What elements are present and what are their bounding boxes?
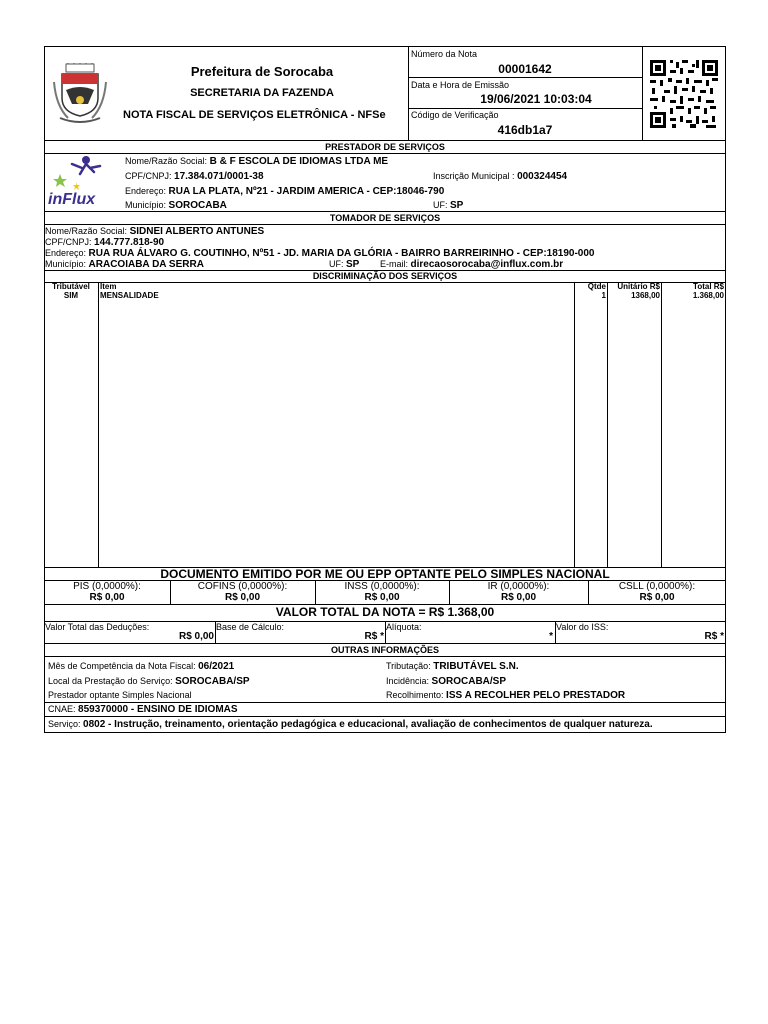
tomador-municipio-row [45, 259, 204, 270]
tomador-endereco-row [45, 248, 594, 259]
divider [44, 656, 726, 657]
divider [408, 77, 642, 78]
col-total: Total R$ [693, 282, 724, 291]
simples-nacional-notice: DOCUMENTO EMITIDO POR ME OU EPP OPTANTE PELO SIMPLES NACIONAL [160, 567, 610, 581]
secretaria-title: SECRETARIA DA FAZENDA [190, 87, 334, 99]
recolhimento: ISS A RECOLHER PELO PRESTADOR [446, 690, 626, 701]
divider [44, 140, 726, 141]
coat-of-arms [52, 62, 108, 128]
qr-code [648, 58, 720, 130]
servico-label: Serviço: [48, 719, 81, 729]
codigo-verificacao: 416db1a7 [497, 123, 553, 137]
divider [44, 211, 726, 212]
tomador-uf: SP [346, 259, 360, 270]
prestador-nome-row [125, 156, 388, 167]
incidencia-label: Incidência: [386, 676, 430, 686]
servicos-section-title: DISCRIMINAÇÃO DOS SERVIÇOS [312, 271, 458, 281]
divider [408, 108, 642, 109]
cofins-label: COFINS (0,0000%): [197, 581, 288, 592]
deducoes-value: R$ 0,00 [178, 631, 214, 642]
tomador-cpf-row [45, 237, 164, 248]
tomador-cpf: 144.777.818-90 [94, 237, 165, 248]
tomador-uf-label: UF: [329, 259, 344, 269]
aliquota-label: Alíquota: [386, 622, 422, 632]
outras-section-title: OUTRAS INFORMAÇÕES [331, 645, 439, 655]
numero-label: Número da Nota [411, 49, 478, 59]
tomador-endereco: RUA RUA ÁLVARO G. COUTINHO, Nº51 - JD. MARIA DA GLÓRIA - BAIRRO BARREIRINHO - CEP:18190-000 [88, 248, 595, 259]
tomador-section-title: TOMADOR DE SERVIÇOS [329, 213, 441, 223]
tributacao: TRIBUTÁVEL S.N. [433, 661, 519, 672]
prefeitura-title: Prefeitura de Sorocaba [190, 64, 334, 79]
cofins-value: R$ 0,00 [224, 592, 261, 603]
prestador-uf-label: UF: [433, 200, 448, 210]
incidencia-row [386, 676, 506, 687]
ir-value: R$ 0,00 [500, 592, 537, 603]
cnae-row [48, 704, 238, 715]
local-label: Local da Prestação do Serviço: [48, 676, 173, 686]
servico-row [48, 719, 653, 730]
tomador-email-label: E-mail: [380, 259, 409, 269]
col-unitario: Unitário R$ [617, 282, 660, 291]
prestador-municipio-row [125, 200, 227, 211]
divider [44, 153, 726, 154]
prestador-endereco-label: Endereço: [125, 186, 167, 196]
tomador-nome: SIDNEI ALBERTO ANTUNES [129, 226, 265, 237]
prestador-uf-row [433, 200, 463, 211]
divider [44, 716, 726, 717]
tomador-endereco-label: Endereço: [45, 248, 87, 258]
codigo-label: Código de Verificação [411, 110, 499, 120]
tomador-municipio: ARACOIABA DA SERRA [88, 259, 204, 270]
tomador-municipio-label: Município: [45, 259, 87, 269]
prestador-nome-label: Nome/Razão Social: [125, 156, 208, 166]
data-emissao: 19/06/2021 10:03:04 [480, 92, 592, 106]
data-label: Data e Hora de Emissão [411, 80, 510, 90]
prestador-section-title: PRESTADOR DE SERVIÇOS [325, 142, 445, 152]
col-item: Item [100, 282, 117, 291]
tributacao-label: Tributação: [386, 661, 431, 671]
servico: 0802 - Instrução, treinamento, orientação pedagógica e educacional, avaliação de conhecimentos de qualquer natureza. [83, 719, 653, 730]
tomador-email: direcaosorocaba@influx.com.br [410, 259, 564, 270]
prestador-endereco-row [125, 186, 444, 197]
row-item: MENSALIDADE [100, 291, 159, 300]
prestador-municipio-label: Município: [125, 200, 167, 210]
row-total: 1.368,00 [692, 291, 724, 300]
inss-label: INSS (0,0000%): [344, 581, 420, 592]
recolhimento-row [386, 690, 625, 701]
base-calculo-value: R$ * [364, 631, 384, 642]
cnae-label: CNAE: [48, 704, 76, 714]
competencia-label: Mês de Competência da Nota Fiscal: [48, 661, 196, 671]
csll-value: R$ 0,00 [639, 592, 675, 603]
prestador-im: 000324454 [517, 171, 568, 182]
divider [44, 224, 726, 225]
valor-iss-label: Valor do ISS: [556, 622, 609, 632]
tomador-cpf-label: CPF/CNPJ: [45, 237, 92, 247]
tomador-email-row [380, 259, 563, 270]
prestador-cnpj-label: CPF/CNPJ: [125, 171, 172, 181]
column-divider [661, 282, 662, 567]
local-row [48, 676, 250, 687]
valor-iss-value: R$ * [704, 631, 724, 642]
prestador-cnpj: 17.384.071/0001-38 [174, 171, 264, 182]
prestador-municipio: SOROCABA [168, 200, 227, 211]
tomador-uf-row [329, 259, 359, 270]
recolhimento-label: Recolhimento: [386, 690, 444, 700]
prestador-nome: B & F ESCOLA DE IDIOMAS LTDA ME [209, 156, 389, 167]
valor-total: VALOR TOTAL DA NOTA = R$ 1.368,00 [275, 605, 495, 619]
inss-value: R$ 0,00 [364, 592, 400, 603]
column-divider [607, 282, 608, 567]
prestador-cnpj-row [125, 171, 264, 182]
row-qtde: 1 [601, 291, 606, 300]
col-tributavel: Tributável [52, 282, 90, 291]
row-tributavel: SIM [63, 291, 79, 300]
cnae: 859370000 - ENSINO DE IDIOMAS [78, 704, 238, 715]
numero-nota: 00001642 [498, 62, 552, 76]
pis-value: R$ 0,00 [89, 592, 125, 603]
prestador-uf: SP [450, 200, 464, 211]
tributacao-row [386, 661, 519, 672]
aliquota-value: * [549, 631, 553, 642]
deducoes-label: Valor Total das Deduções: [45, 622, 150, 632]
divider [642, 46, 643, 140]
incidencia: SOROCABA/SP [431, 676, 506, 687]
pis-label: PIS (0,0000%): [73, 581, 141, 592]
influx-logo [46, 152, 106, 210]
prestador-im-label: Inscrição Municipal : [433, 171, 515, 181]
nfse-title: NOTA FISCAL DE SERVIÇOS ELETRÔNICA - NFSe [123, 109, 386, 121]
tomador-nome-label: Nome/Razão Social: [45, 226, 128, 236]
col-qtde: Qtde [587, 282, 606, 291]
column-divider [574, 282, 575, 567]
optante-simples: Prestador optante Simples Nacional [48, 690, 192, 700]
local: SOROCABA/SP [175, 676, 250, 687]
ir-label: IR (0,0000%): [487, 581, 550, 592]
influx-logo-text: inFlux [48, 191, 96, 208]
prestador-endereco: RUA LA PLATA, Nº21 - JARDIM AMERICA - CEP:18046-790 [168, 186, 445, 197]
divider [44, 643, 726, 644]
column-divider [98, 282, 99, 567]
competencia: 06/2021 [198, 661, 235, 672]
base-calculo-label: Base de Cálculo: [216, 622, 285, 632]
row-unitario: 1368,00 [631, 291, 660, 300]
tomador-nome-row [45, 226, 264, 237]
competencia-row [48, 661, 234, 672]
prestador-im-row [433, 171, 567, 182]
divider [44, 702, 726, 703]
csll-label: CSLL (0,0000%): [618, 581, 696, 592]
